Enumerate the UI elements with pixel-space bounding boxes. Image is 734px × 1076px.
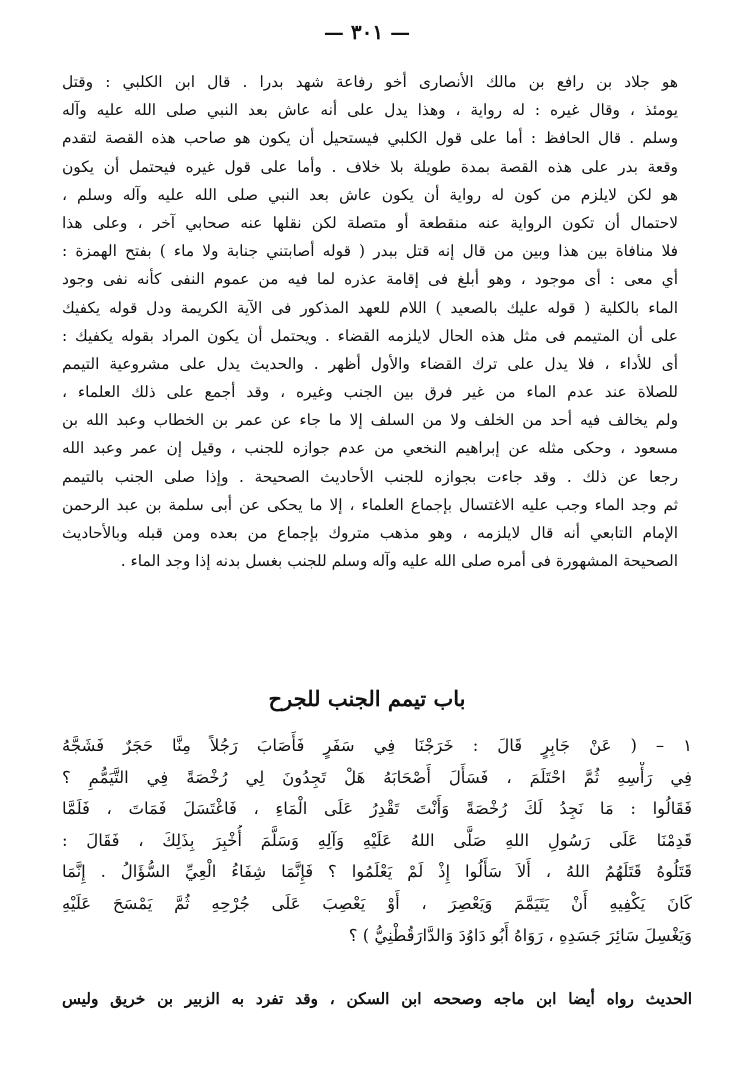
commentary-line: هو لكن لايلزم من كون له رواية أن يكون عاش بعد النبي صلى الله عليه وآله وسلم ،	[62, 185, 678, 204]
commentary-line: مسعود ، وحكى مثله عن إبراهيم النخعي من عدم جوازه للجنب ، وقيل إن عمر وعبد الله	[62, 439, 678, 458]
commentary-line: وقعة بدر على هذه القصة بمدة طويلة بلا خلاف . وأما على قول غيره فيحتمل أن يكون	[62, 157, 678, 176]
chapter-title: باب تيمم الجنب للجرح	[268, 686, 466, 711]
commentary-line: رجعا عن ذلك . وقد جاءت بجوازه للجنب الأحاديث الصحيحة . وإذا صلى الجنب بالتيمم	[62, 467, 678, 486]
commentary-line: ثم وجد الماء وجب عليه الاغتسال بإجماع العلماء ، إلا ما يحكى عن أبى سلمة بن عبد الرحمن	[62, 495, 678, 514]
commentary-line: هو جلاد بن رافع بن مالك الأنصارى أخو رفاعة شهد بدرا . قال ابن الكلبي : وقتل	[62, 73, 678, 91]
commentary-line: ولم يخالف فيه أحد من الخلف ولا من السلف إلا ما جاء عن عمر بن الخطاب وعبد الله بن	[62, 411, 678, 430]
commentary-line: الماء بالكلية ( قوله عليك بالصعيد ) اللام للعهد المذكور فى الآية الكريمة ودل قوله يكفيك	[62, 298, 678, 317]
hadith-line: ١ – ( عَنْ جَابِرٍ قَالَ : خَرَجْنَا فِي سَفَرٍ فَأَصَابَ رَجُلاً مِنَّا حَجَرٌ فَشَجَّهُ	[62, 736, 692, 755]
hadith-line: قَتَلُوهُ قَتَلَهُمُ اللهُ ، أَلاَ سَأَلُوا إِذْ لَمْ يَعْلَمُوا ؟ فَإِنَّمَا شِفَاءُ الْعِيِّ السُّؤَالُ . إِنَّمَا	[62, 862, 692, 882]
commentary-line: أي معى : أى موجود ، وهو أبلغ فى إقامة عذره لما فيه من عموم النفى كأنه نفى وجود	[62, 270, 678, 289]
commentary-line: فلا منافاة بين هذا وبين من قال إنه قتل ببدر ( قوله أصابتني جنابة ولا ماء ) بفتح الهمزة :	[62, 242, 678, 261]
commentary-line: يومئذ ، وقال غيره : له رواية ، وهذا يدل على أنه عاش بعد النبي صلى الله عليه وآله	[62, 101, 678, 120]
commentary-line: الصحيحة المشهورة فى أمره صلى الله عليه وآله وسلم للجنب بغسل بدنه إذا وجد الماء .	[120, 552, 678, 571]
commentary-line: الإمام التابعي أنه قال لايلزمه ، وهو مذهب متروك بإجماع من بعده ومن قبله وبالأحاديث	[62, 524, 678, 542]
hadith-text	[62, 730, 692, 951]
hadith-line: قَدِمْنَا عَلَى رَسُولِ اللهِ صَلَّى اللهُ عَلَيْهِ وَآلِهِ وَسَلَّمَ أُخْبِرَ بِذَلِكَ ، فَقَالَ :	[62, 830, 692, 850]
commentary-line: على أن المتيمم فى مثل هذه الحال لايلزمه القضاء . ويحتمل أن يكون المراد بقوله يكفيك :	[62, 326, 678, 345]
hadith-line: فِي رَأْسِهِ ثُمَّ احْتَلَمَ ، فَسَأَلَ أَصْحَابَهُ هَلْ تَجِدُونَ لِي رُخْصَةً فِي التَّيَمُّمِ ؟	[62, 767, 692, 787]
commentary-line: أى للأداء ، فلا يدل على ترك القضاء والأول أظهر . والحديث يدل على مشروعية التيمم	[62, 354, 678, 373]
commentary-footnote-line: الحديث رواه أيضا ابن ماجه وصححه ابن السكن ، وقد تفرد به الزبير بن خريق وليس	[62, 990, 692, 1008]
hadith-line: وَيَغْسِلَ سَائِرَ جَسَدِهِ ، رَوَاهُ أَبُو دَاوُدَ وَالدَّارَقُطْنِيُّ ) ؟	[348, 925, 692, 945]
commentary-line: وسلم . قال الحافظ : أما على قول الكلبي فيستحيل أن يكون هو صاحب هذه القصة لتقدم	[62, 129, 678, 148]
page-number: — ٣٠١ —	[323, 20, 411, 44]
commentary-line: للصلاة عند عدم الماء من غير فرق بين الجنب وغيره ، وقد أجمع على ذلك العلماء ،	[62, 383, 678, 402]
commentary-block	[62, 68, 678, 575]
commentary-line: لاحتمال أن تكون الرواية عنه منقطعة أو متصلة لكن نقلها عنه صحابي آخر ، وعلى هذا	[62, 213, 678, 232]
hadith-line: فَقَالُوا : مَا نَجِدُ لَكَ رُخْصَةً وَأَنْتَ تَقْدِرُ عَلَى الْمَاءِ ، فَاغْتَسَلَ فَمَاتَ ، فَلَمَّا	[62, 799, 692, 819]
hadith-line: كَانَ يَكْفِيهِ أَنْ يَتَيَمَّمَ وَيَعْصِرَ ، أَوْ يَعْصِبَ عَلَى جُرْحِهِ ثُمَّ يَمْسَحَ عَلَيْهِ	[62, 893, 692, 913]
